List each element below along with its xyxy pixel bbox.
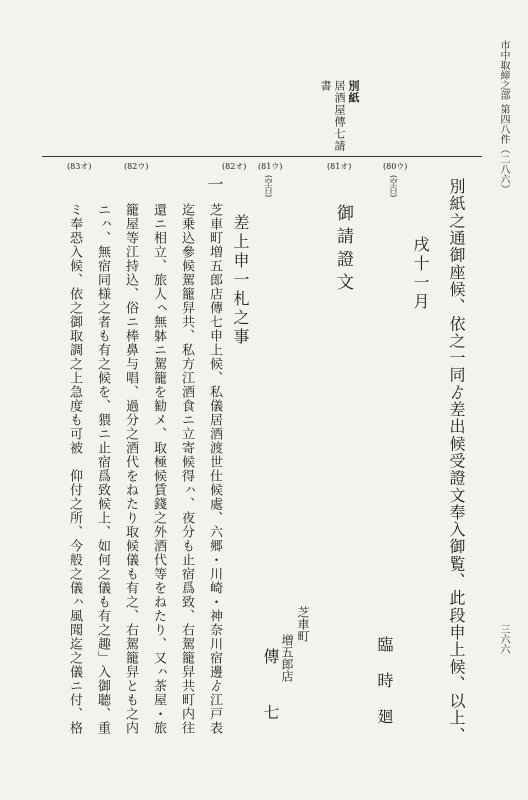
signer-name-2: 七 <box>261 704 280 720</box>
document-title: 御請證文 <box>333 204 353 296</box>
intro-date: 戌十一月 <box>411 236 430 312</box>
horizontal-rule <box>42 156 482 157</box>
body-line-2: 迄乗込參候駕籠舁共、私方江酒食ニ立寄候得ㇵ、夜分も止宿爲致、右駕籠舁共町内往 <box>179 203 194 735</box>
blank-mark-2: (空白) <box>264 175 273 198</box>
body-line-1: 芝車町増五郎店傳七申上候、私儀居酒渡世仕候處、六郷・川崎・神奈川宿邊ゟ江戸表 <box>207 203 222 735</box>
folio-ref-80u: (80ウ) <box>383 162 408 171</box>
folio-ref-83o: (83オ) <box>67 162 92 171</box>
folio-ref-82u: (82ウ) <box>124 162 149 171</box>
body-line-5: ニㇵ、無宿同様之者も有之候を、猥ニ止宿爲致候上、如何之儀も有之趣」入御聴、重 <box>95 203 110 735</box>
page-number: 三六六 <box>498 624 509 654</box>
document-subtitle: 差上申一札之事 <box>231 214 250 347</box>
blank-mark-1: (空白) <box>389 175 398 198</box>
intro-text: 別紙之通御座候、依之一同ゟ差出候受證文奉入御覧、此段申上候、以上、 <box>447 178 466 744</box>
item-marker: 一 <box>205 176 224 192</box>
folio-ref-81u: (81ウ) <box>258 162 283 171</box>
folio-ref-82o: (82オ) <box>222 162 247 171</box>
note-line-1: 別紙 <box>347 80 360 104</box>
running-title: 市中取締之部 <box>498 40 509 100</box>
item-number: 第四八件（二八六） <box>498 104 509 194</box>
body-line-6: ミ奉恐入候、依之御取調之上急度も可被 仰付之所、今般之儀ㇵ風聞迄之儀ニ付、格 <box>67 203 82 735</box>
folio-ref-81o: (81オ) <box>327 162 352 171</box>
signer-name-1: 傳 <box>261 648 280 664</box>
body-line-3: 還ニ相立、旅人ㇸ無躰ニ駕籠を勧メ、取極候賃錢之外酒代等をねたり、又ㇵ茶屋・旅 <box>151 203 166 735</box>
note-line-3: 書 <box>319 80 332 92</box>
note-line-2: 居酒屋傳七請 <box>333 80 346 152</box>
place-name: 芝車町 <box>296 606 310 642</box>
signature: 臨時廻 <box>375 636 394 744</box>
address: 増五郎店 <box>280 634 294 682</box>
body-line-4: 籠屋等江持込、俗ニ棒鼻与唱、過分之酒代をねたり取候儀も有之、右駕籠舁とも之内 <box>123 203 138 735</box>
